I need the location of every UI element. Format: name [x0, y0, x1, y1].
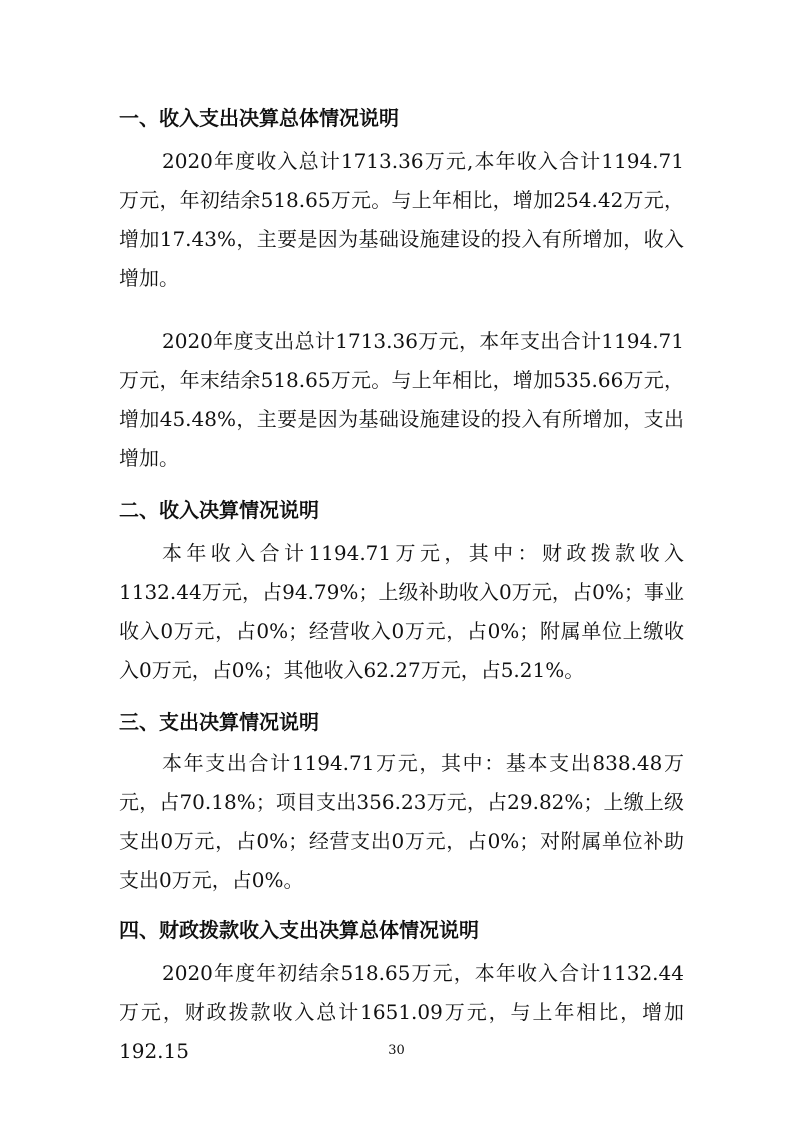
section-1-heading: 一、收入支出决算总体情况说明 — [119, 106, 399, 130]
section-2-paragraph-1: 本年收入合计1194.71万元，其中：财政拨款收入1132.44万元，占94.79%；上级补助收入0万元，占0%；事业收入0万元，占0%；经营收入0万元，占0%；附属单位上缴收入0万元，占0%；其他收入62.27万元，占5.21%。 — [119, 541, 684, 682]
section-4-heading: 四、财政拨款收入支出决算总体情况说明 — [119, 918, 479, 942]
section-3-heading: 三、支出决算情况说明 — [119, 710, 319, 734]
section-4-paragraph-1: 2020年度年初结余518.65万元，本年收入合计1132.44万元，财政拨款收入总计1651.09万元，与上年相比，增加192.15 — [119, 961, 684, 1063]
section-1-paragraph-1: 2020年度收入总计1713.36万元,本年收入合计1194.71万元，年初结余518.65万元。与上年相比，增加254.42万元，增加17.43%，主要是因为基础设施建设的投入有所增加，收入增加。 — [119, 149, 684, 290]
section-3-paragraph-1: 本年支出合计1194.71万元，其中：基本支出838.48万元，占70.18%；项目支出356.23万元，占29.82%；上缴上级支出0万元，占0%；经营支出0万元，占0%；对附属单位补助支出0万元，占0%。 — [119, 751, 684, 892]
page-number: 30 — [388, 1043, 405, 1058]
section-1-paragraph-2: 2020年度支出总计1713.36万元，本年支出合计1194.71万元，年末结余518.65万元。与上年相比，增加535.66万元，增加45.48%，主要是因为基础设施建设的投入有所增加，支出增加。 — [119, 329, 684, 470]
section-2-heading: 二、收入决算情况说明 — [119, 498, 319, 522]
